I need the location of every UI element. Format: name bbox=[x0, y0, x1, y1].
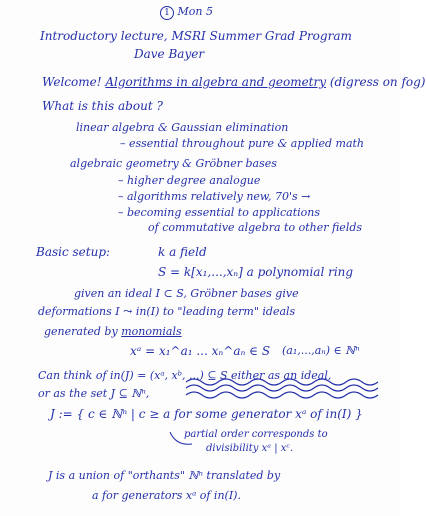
topic-grobner-note1: – higher degree analogue bbox=[118, 174, 261, 187]
topic-linear-algebra: linear algebra & Gaussian elimination bbox=[76, 121, 289, 134]
setup-label: Basic setup: bbox=[36, 245, 111, 259]
lecture-title: Algorithms in algebra and geometry bbox=[105, 75, 327, 89]
topic-linear-algebra-note: – essential throughout pure & applied math bbox=[120, 137, 365, 150]
ideal-line-2: deformations I ⤳ in(I) to "leading term" ideals bbox=[38, 305, 296, 318]
page-number: 1 bbox=[160, 6, 174, 20]
field-line: k a field bbox=[158, 245, 207, 259]
exponent-vector: (a₁,...,aₙ) ∈ ℕⁿ bbox=[282, 344, 360, 357]
union-line-2: a for generators xᵃ of in(I). bbox=[92, 489, 241, 502]
about-question: What is this about ? bbox=[42, 99, 163, 113]
union-line-1: J is a union of "orthants" ℕⁿ translated by bbox=[48, 469, 281, 482]
think-line-1: Can think of in(J) = (xᵃ, xᵇ, ...) ⊆ S either as an ideal, bbox=[38, 369, 332, 382]
monomials-word: monomials bbox=[121, 325, 182, 338]
monomial-formula: xᵃ = x₁^a₁ ... xₙ^aₙ ∈ S bbox=[130, 344, 271, 358]
topic-grobner: algebraic geometry & Gröbner bases bbox=[70, 157, 277, 170]
course-title: Introductory lecture, MSRI Summer Grad Program bbox=[40, 29, 352, 43]
j-definition: J := { c ∈ ℕⁿ | c ≥ a for some generator xᵃ of in(I) } bbox=[50, 407, 363, 421]
topic-grobner-note4: of commutative algebra to other fields bbox=[148, 221, 363, 234]
ideal-line-1: given an ideal I ⊂ S, Gröbner bases give bbox=[74, 287, 299, 300]
topic-grobner-note2: – algorithms relatively new, 70's → bbox=[118, 190, 311, 203]
welcome-prefix: Welcome! bbox=[42, 75, 102, 89]
date-label: Mon 5 bbox=[177, 5, 213, 18]
digress-note: (digress on fog) bbox=[329, 75, 426, 89]
ring-line: S = k[x₁,...,xₙ] a polynomial ring bbox=[158, 265, 354, 279]
partial-order-note-1: partial order corresponds to bbox=[184, 429, 328, 440]
think-line-2: or as the set J ⊆ ℕⁿ, bbox=[38, 387, 150, 400]
partial-order-note-2: divisibility xᵃ | xᶜ. bbox=[206, 443, 294, 454]
author-name: Dave Bayer bbox=[134, 47, 205, 61]
topic-grobner-note3: – becoming essential to applications bbox=[118, 206, 321, 219]
monomials-prefix: generated by bbox=[44, 325, 118, 338]
